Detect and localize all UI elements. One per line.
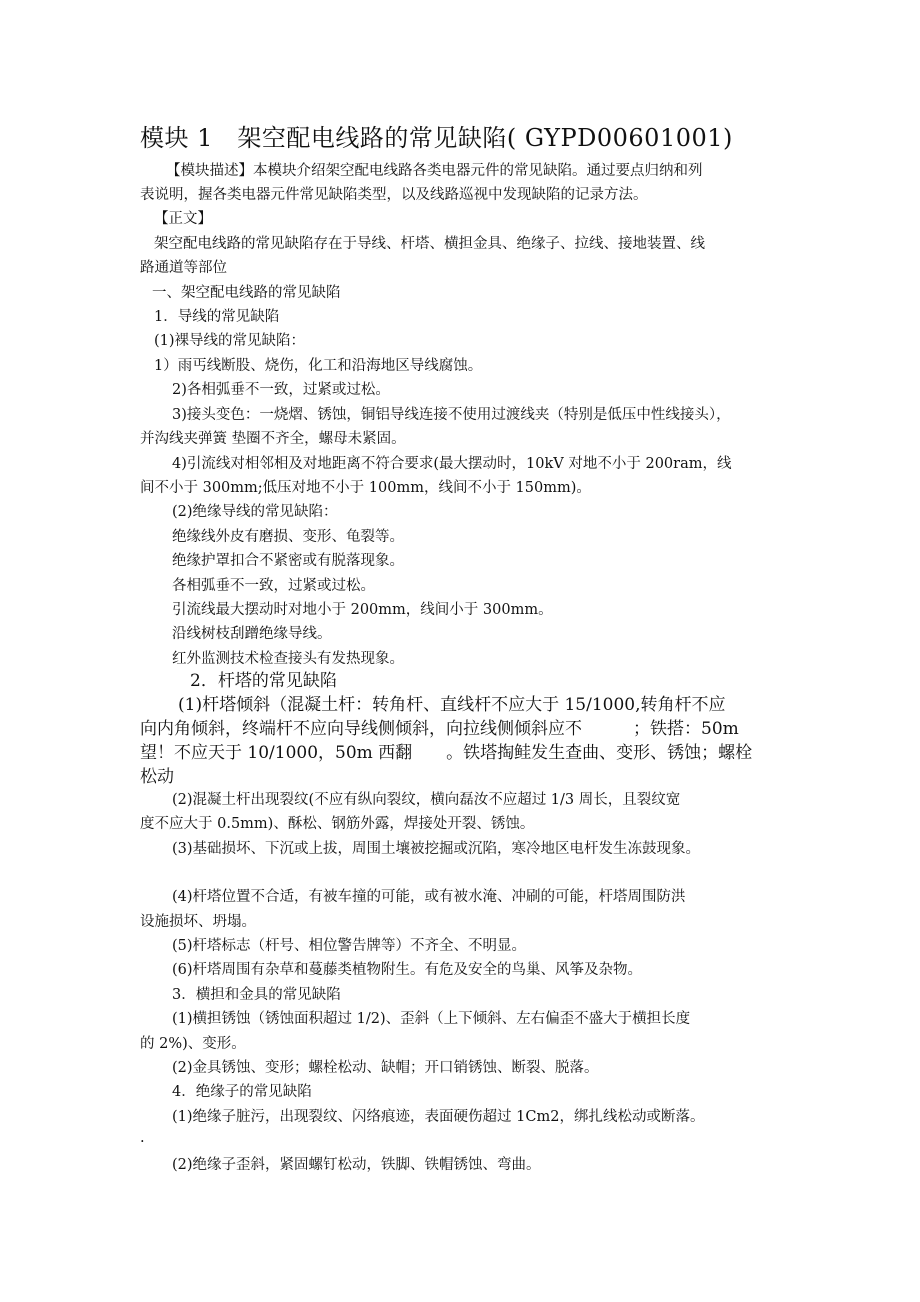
paragraph-line: 表说明，握各类电器元件常见缺陷类型，以及线路巡视中发现缺陷的记录方法。 — [140, 187, 648, 203]
list-item: (2)金具锈蚀、变形；螺栓松动、缺帽；开口销锈蚀、断裂、脱落。 — [172, 1060, 599, 1076]
list-item: (2)绝缘子歪斜，紧固螺钉松动，铁脚、铁帽锈蚀、弯曲。 — [172, 1157, 541, 1173]
list-item: (1)绝缘子脏污，出现裂纹、闪络痕迹，表面硬伤超过 1Cm2，绑扎线松动或断落。 — [172, 1109, 705, 1125]
list-item: 3)接头变色：一烧熠、锈蚀，铜铝导线连接不使用过渡线夹（特别是低压中性线接头）， — [172, 407, 731, 423]
paragraph-line: 望！不应天于 10/1000，50m 西翻 。铁塔掏鲑发生查曲、变形、锈蚀；螺栓 — [140, 743, 753, 763]
paragraph-line: (1)杆塔倾斜（混凝土杆：转角杆、直线杆不应大于 15/1000,转角杆不应 — [178, 695, 726, 715]
list-item: 设施损坏、坍塌。 — [140, 914, 256, 930]
list-item: 度不应大于 0.5mm)、酥松、钢筋外露，焊接处开裂、锈蚀。 — [140, 816, 535, 832]
page-title: 模块 1 架空配电线路的常见缺陷( GYPD00601001) — [140, 124, 733, 152]
list-item: 沿线树枝刮蹭绝缘导线。 — [172, 626, 332, 642]
paragraph-line: 向内角倾斜，终端杆不应向导线侧倾斜，向拉线侧倾斜应不 ；铁搭：50m — [140, 719, 739, 739]
list-item: 各相弧垂不一致，过紧或过松。 — [172, 578, 375, 594]
subsection-heading: 4．绝缘子的常见缺陷 — [172, 1084, 312, 1100]
paragraph-line: 架空配电线路的常见缺陷存在于导线、杆塔、横担金具、绝缘子、拉线、接地装置、线 — [154, 236, 705, 252]
section-heading: 一、架空配电线路的常见缺陷 — [152, 285, 341, 301]
subsection-heading: 1．导线的常见缺陷 — [154, 309, 280, 325]
list-item: (5)杆塔标志（杆号、相位警告牌等）不齐全、不明显。 — [172, 938, 527, 954]
list-item: 红外监测技术检查接头有发热现象。 — [172, 651, 404, 667]
section-heading: 【正文】 — [154, 211, 212, 227]
paragraph-line: 【模块描述】本模块介绍架空配电线路各类电器元件的常见缺陷。通过要点归纳和列 — [166, 163, 703, 179]
paragraph-line: (2)绝缘导线的常见缺陷： — [172, 504, 338, 520]
list-item: 1）雨丐线断股、烧伤，化工和沿海地区导线腐蚀。 — [154, 358, 483, 374]
list-item: 间不小于 300mm;低压对地不小于 100mm，线间不小于 150mm)。 — [140, 480, 591, 496]
list-item: 的 2%)、变形。 — [140, 1036, 246, 1052]
list-item: (1)横担锈蚀（锈蚀面积超过 1/2)、歪斜（上下倾斜、左右偏歪不盛大于横担长度 — [172, 1011, 691, 1027]
list-item: 2)各相弧垂不一致，过紧或过松。 — [172, 382, 390, 398]
subsection-heading: 2．杆塔的常见缺陷 — [190, 671, 337, 691]
paragraph-line: (1)裸导线的常见缺陷： — [154, 333, 306, 349]
list-item: 绝缘护罩扣合不紧密或有脱落现象。 — [172, 553, 404, 569]
list-item: (4)杆塔位置不合适，有被车撞的可能，或有被水淹、冲刷的可能，杆塔周围防洪 — [172, 889, 686, 905]
stray-mark: . — [140, 1130, 145, 1146]
list-item: (2)混凝土杆出现裂纹(不应有纵向裂纹，横向磊汝不应超过 1/3 周长，且裂纹宽 — [172, 792, 681, 808]
list-item: 并沟线夹弹簧 垫圈不齐全，螺母未紧固。 — [140, 431, 406, 447]
list-item: 4)引流线对相邻相及对地距离不符合要求(最大摆动时，10kV 对地不小于 200ram，线 — [172, 456, 732, 472]
list-item: 引流线最大摆动时对地小于 200mm，线间小于 300mm。 — [172, 602, 553, 618]
paragraph-line: 路通道等部位 — [140, 260, 227, 276]
list-item: (6)杆塔周围有杂草和蔓藤类植物附生。有危及安全的鸟巢、风筝及杂物。 — [172, 962, 643, 978]
list-item: (3)基础损坏、下沉或上拔，周围土壤被挖掘或沉陷，寒冷地区电杆发生冻鼓现象。 — [172, 841, 701, 857]
list-item: 绝缘线外皮有磨损、变形、龟裂等。 — [172, 529, 404, 545]
paragraph-line: 松动 — [140, 767, 174, 787]
subsection-heading: 3．横担和金具的常见缺陷 — [172, 987, 341, 1003]
